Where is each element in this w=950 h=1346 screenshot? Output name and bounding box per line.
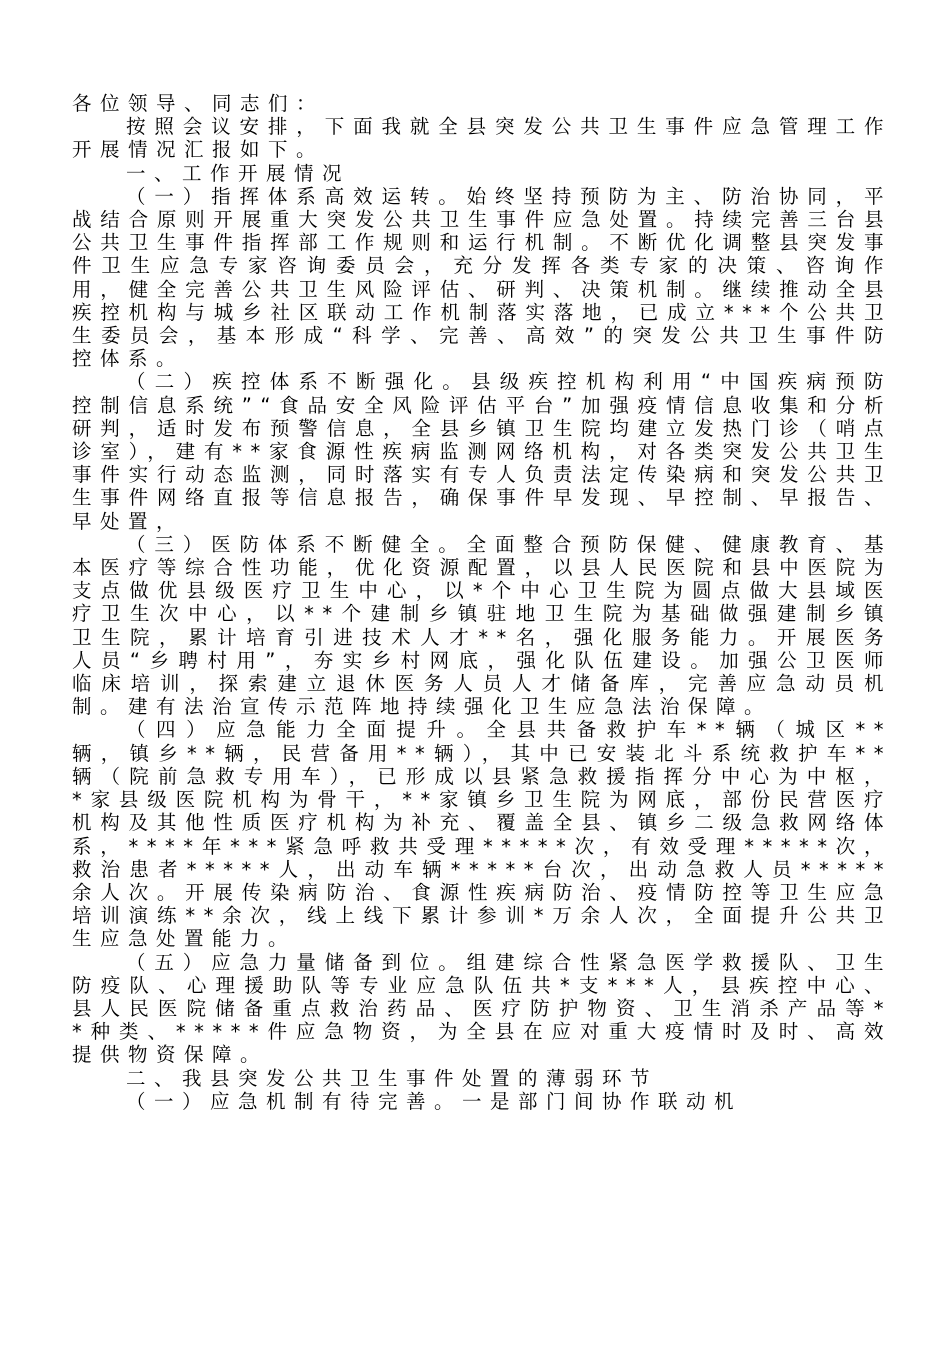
section-1-paragraph-5: （五）应急力量储备到位。组建综合性紧急医学救援队、卫生防疫队、心理援助队等专业应急队伍共*支***人，县疾控中心、县人民医院储备重点救治药品、医疗防护物资、卫生消杀产品等**种类、*****件应急物资，为全县在应对重大疫情时及时、高效提供物资保障。 — [72, 950, 892, 1067]
section-1-heading: 一、工作开展情况 — [126, 161, 351, 185]
section-1-paragraph-1: （一）指挥体系高效运转。始终坚持预防为主、防治协同，平战结合原则开展重大突发公共卫生事件应急处置。持续完善三台县公共卫生事件指挥部工作规则和运行机制。不断优化调整县突发事件卫生应急专家咨询委员会，充分发挥各类专家的决策、咨询作用，健全完善公共卫生风险评估、研判、决策机制。继续推动全县疾控机构与城乡社区联动工作机制落实落地，已成立***个公共卫生委员会，基本形成“科学、完善、高效”的突发公共卫生事件防控体系。 — [72, 184, 892, 371]
section-2-heading: 二、我县突发公共卫生事件处置的薄弱环节 — [126, 1066, 659, 1090]
section-1-paragraph-2: （二）疾控体系不断强化。县级疾控机构利用“中国疾病预防控制信息系统”“食品安全风险评估平台”加强疫情信息收集和分析研判，适时发布预警信息，全县乡镇卫生院均建立发热门诊（哨点诊室），建有**家食源性疾病监测网络机构，对各类突发公共卫生事件实行动态监测，同时落实有专人负责法定传染病和突发公共卫生事件网络直报等信息报告，确保事件早发现、早控制、早报告、早处置， — [72, 370, 892, 533]
section-1-paragraph-4: （四）应急能力全面提升。全县共备救护车**辆（城区**辆，镇乡**辆，民营备用**辆），其中已安装北斗系统救护车**辆（院前急救专用车），已形成以县紧急救援指挥分中心为中枢，*家县级医院机构为骨干，**家镇乡卫生院为网底，部份民营医疗机构及其他性质医疗机构为补充、覆盖全县、镇乡二级急救网络体系，****年***紧急呼救共受理*****次，有效受理*****次，救治患者*****人，出动车辆*****台次，出动急救人员*****余人次。开展传染病防治、食源性疾病防治、疫情防控等卫生应急培训演练**余次，线上线下累计参训*万余人次，全面提升公共卫生应急处置能力。 — [72, 718, 892, 951]
salutation: 各位领导、同志们： — [72, 92, 325, 115]
section-1-paragraph-3: （三）医防体系不断健全。全面整合预防保健、健康教育、基本医疗等综合性功能，优化资源配置，以县人民医院和县中医院为支点做优县级医疗卫生中心，以*个中心卫生院为圆点做大县域医疗卫生次中心，以**个建制乡镇驻地卫生院为基础做强建制乡镇卫生院，累计培育引进技术人才**名，强化服务能力。开展医务人员“乡聘村用”，夯实乡村网底，强化队伍建设。加强公卫医师临床培训，探索建立退休医务人员人才储备库，完善应急动员机制。建有法治宣传示范阵地持续强化卫生应急法治保障。 — [72, 532, 892, 719]
document-page — [72, 92, 892, 1113]
section-2-paragraph-1: （一）应急机制有待完善。一是部门间协作联动机 — [126, 1089, 743, 1113]
intro-paragraph: 按照会议安排，下面我就全县突发公共卫生事件应急管理工作开展情况汇报如下。 — [72, 115, 892, 162]
